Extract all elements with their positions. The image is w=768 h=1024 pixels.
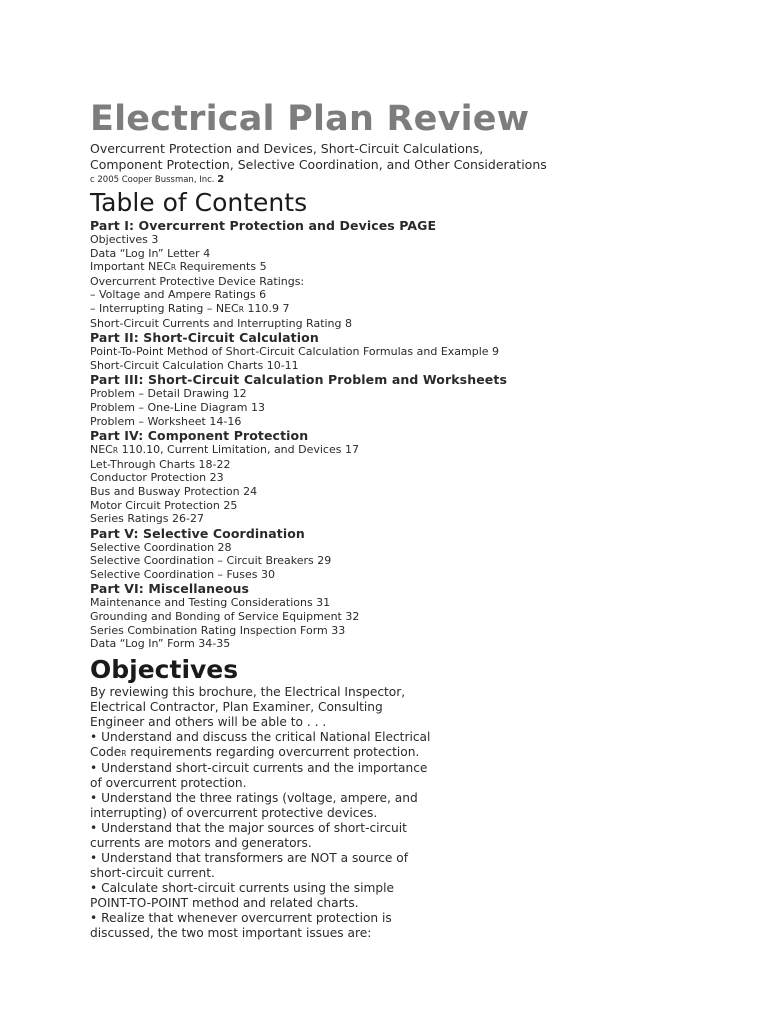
toc-entry (90, 260, 730, 275)
objectives-line (90, 761, 450, 776)
line-text: short-circuit current. (90, 865, 215, 880)
subtitle-line: Component Protection, Selective Coordination, and Other Considerations (90, 157, 547, 172)
objectives-line (90, 730, 450, 745)
toc-entry (90, 302, 730, 317)
line-text: • Realize that whenever overcurrent protection is (90, 910, 392, 925)
line-text: Part V: Selective Coordination (90, 525, 305, 541)
objectives-line (90, 851, 450, 866)
objectives-line (90, 866, 450, 881)
toc-heading: Table of Contents (90, 188, 308, 217)
objectives-line (90, 896, 450, 911)
line-text: Overcurrent Protective Device Ratings: (90, 274, 305, 288)
objectives-heading: Objectives (90, 654, 239, 684)
line-text-rest: 110.10, Current Limitation, and Devices 17 (118, 443, 359, 457)
line-text: currents are motors and generators. (90, 835, 312, 850)
objectives-line (90, 806, 450, 821)
line-text: Important NEC (90, 260, 171, 274)
objectives-line (90, 836, 450, 851)
objectives-line (90, 700, 450, 715)
line-text: NEC (90, 443, 113, 457)
objectives-line (90, 715, 450, 730)
objectives-line (90, 791, 450, 806)
line-text: Part II: Short-Circuit Calculation (90, 330, 319, 346)
toc-entry (90, 345, 730, 359)
line-text: Motor Circuit Protection 25 (90, 498, 238, 512)
toc-entry (90, 499, 730, 513)
registered-mark: R (121, 748, 127, 758)
toc-entry (90, 317, 730, 331)
line-text: Objectives 3 (90, 233, 159, 246)
toc-entry (90, 233, 730, 247)
line-text: Engineer and others will be able to . . . (90, 714, 327, 729)
toc-part-heading (90, 372, 730, 387)
line-text: Selective Coordination 28 (90, 540, 232, 554)
toc-entry (90, 568, 730, 582)
toc-entry (90, 288, 730, 302)
toc-entry (90, 458, 730, 472)
line-text: Bus and Busway Protection 24 (90, 484, 258, 498)
toc-entry (90, 387, 730, 401)
toc-entry (90, 485, 730, 499)
line-text: Code (90, 744, 122, 759)
copyright-text: c 2005 Cooper Bussman, Inc. (90, 175, 215, 185)
toc-entry (90, 359, 730, 373)
objectives-line (90, 911, 450, 926)
line-text: Selective Coordination – Circuit Breakers 29 (90, 554, 332, 568)
copyright-line (90, 174, 730, 186)
toc-part-heading (90, 526, 730, 541)
line-text: Problem – Detail Drawing 12 (90, 387, 247, 401)
document (90, 98, 730, 941)
line-text: – Voltage and Ampere Ratings 6 (90, 288, 267, 302)
subtitle-line: Overcurrent Protection and Devices, Short-Circuit Calculations, (90, 141, 484, 156)
objectives-line (90, 821, 450, 836)
toc-entry (90, 554, 730, 568)
line-text: – Interrupting Rating – NEC (90, 301, 239, 315)
toc-entry (90, 401, 730, 415)
registered-mark: R (112, 446, 119, 456)
line-text: Problem – One-Line Diagram 13 (90, 400, 265, 414)
line-text: POINT-TO-POINT method and related charts. (90, 895, 359, 910)
objectives-line (90, 745, 450, 761)
line-text: • Calculate short-circuit currents using the simple (90, 880, 394, 895)
line-text: Problem – Worksheet 14-16 (90, 414, 242, 428)
table-of-contents (90, 218, 730, 651)
objectives-line (90, 776, 450, 791)
toc-entry (90, 247, 730, 261)
toc-entry (90, 415, 730, 429)
line-text: Point-To-Point Method of Short-Circuit Calculation Formulas and Example 9 (90, 345, 500, 359)
line-text: Maintenance and Testing Considerations 31 (90, 596, 331, 610)
line-text-rest: requirements regarding overcurrent protection. (126, 744, 420, 759)
toc-part-heading (90, 330, 730, 345)
line-text: Data “Log In” Letter 4 (90, 246, 211, 260)
page-number: 2 (217, 174, 225, 185)
line-text: Selective Coordination – Fuses 30 (90, 567, 275, 581)
objectives-body (90, 685, 450, 941)
registered-mark: R (170, 263, 177, 273)
toc-entry (90, 443, 730, 458)
document-subtitle (90, 141, 730, 173)
toc-entry (90, 610, 730, 624)
line-text: Part IV: Component Protection (90, 428, 309, 444)
line-text: Short-Circuit Calculation Charts 10-11 (90, 358, 299, 372)
objectives-line (90, 926, 450, 941)
line-text: Part III: Short-Circuit Calculation Problem and Worksheets (90, 372, 507, 388)
line-text: discussed, the two most important issues are: (90, 925, 372, 940)
line-text: • Understand that transformers are NOT a source of (90, 850, 409, 865)
document-title: Electrical Plan Review (90, 99, 530, 139)
line-text: Grounding and Bonding of Service Equipment 32 (90, 610, 360, 624)
line-text: • Understand that the major sources of short-circuit (90, 820, 407, 835)
line-text: By reviewing this brochure, the Electrical Inspector, (90, 684, 406, 699)
toc-part-heading (90, 428, 730, 443)
line-text: • Understand the three ratings (voltage, ampere, and (90, 790, 418, 805)
toc-entry (90, 624, 730, 638)
toc-part-heading (90, 218, 730, 233)
toc-part-heading (90, 581, 730, 596)
registered-mark: R (238, 304, 244, 314)
toc-entry (90, 275, 730, 289)
line-text: Electrical Contractor, Plan Examiner, Consulting (90, 699, 383, 714)
objectives-line (90, 881, 450, 896)
toc-entry (90, 471, 730, 485)
line-text: Short-Circuit Currents and Interrupting Rating 8 (90, 316, 353, 330)
line-text: interrupting) of overcurrent protective devices. (90, 805, 378, 820)
toc-entry (90, 637, 730, 651)
line-text: Let-Through Charts 18-22 (90, 457, 231, 471)
line-text: Part VI: Miscellaneous (90, 581, 249, 597)
line-text: Series Ratings 26-27 (90, 512, 204, 526)
line-text: Conductor Protection 23 (90, 471, 224, 485)
line-text: Series Combination Rating Inspection Form 33 (90, 623, 346, 637)
toc-entry (90, 596, 730, 610)
line-text: Part I: Overcurrent Protection and Devices PAGE (90, 218, 437, 233)
line-text: • Understand short-circuit currents and the importance (90, 760, 428, 775)
line-text: Data “Log In” Form 34-35 (90, 637, 231, 651)
line-text: • Understand and discuss the critical National Electrical (90, 729, 431, 744)
line-text-rest: 110.9 7 (243, 301, 290, 315)
toc-entry (90, 541, 730, 555)
toc-entry (90, 512, 730, 526)
line-text-rest: Requirements 5 (176, 260, 267, 274)
objectives-line (90, 685, 450, 700)
line-text: of overcurrent protection. (90, 775, 247, 790)
